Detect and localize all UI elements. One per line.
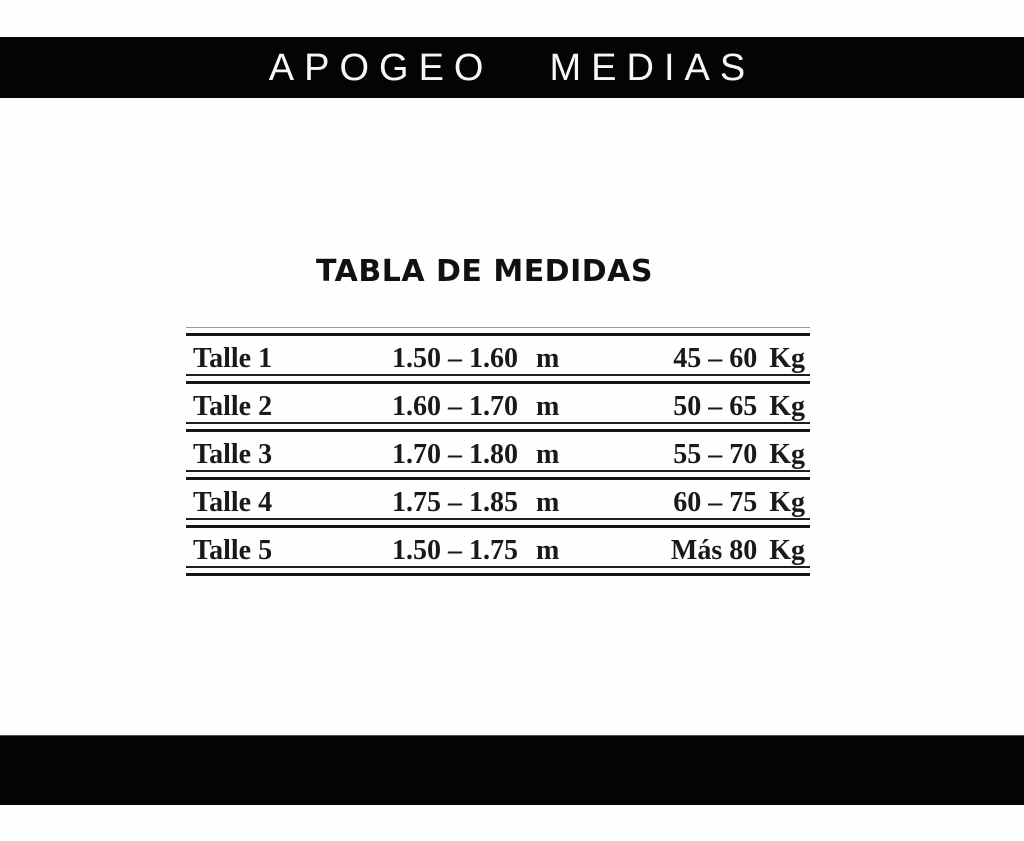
size-cell-altura [392,333,642,376]
altura-unit: m [536,439,560,470]
peso-value: Más 80 [670,535,758,566]
altura-value: 1.70 – 1.80 [392,439,518,470]
peso-unit: Kg [769,487,805,518]
peso-unit: Kg [769,343,805,374]
altura-value: 1.50 – 1.60 [392,343,518,374]
altura-unit: m [536,343,560,374]
brand-word-apogeo: APOGEO [268,46,494,89]
table-row [186,333,810,376]
altura-value: 1.60 – 1.70 [392,391,518,422]
size-cell-altura [392,525,642,568]
size-cell-altura [392,381,642,424]
size-table [186,327,810,576]
size-cell-altura [392,477,642,520]
size-cell-talle: Talle 5 [186,525,392,568]
peso-value: 55 – 70 [673,439,758,470]
altura-value: 1.75 – 1.85 [392,487,518,518]
altura-unit: m [536,487,560,518]
size-cell-talle: Talle 1 [186,333,392,376]
peso-value: 50 – 65 [673,391,758,422]
size-cell-peso [642,381,810,424]
size-cell-talle: Talle 3 [186,429,392,472]
table-row [186,525,810,568]
size-cell-peso [642,525,810,568]
size-cell-peso [642,429,810,472]
size-cell-peso [642,477,810,520]
peso-unit: Kg [769,391,805,422]
brand-banner [0,37,1024,98]
size-cell-peso [642,333,810,376]
size-cell-talle: Talle 4 [186,477,392,520]
table-row [186,429,810,472]
page-title: TABLA DE MEDIDAS [316,254,653,289]
table-row [186,381,810,424]
table-row [186,477,810,520]
size-cell-talle: Talle 2 [186,381,392,424]
altura-unit: m [536,391,560,422]
peso-unit: Kg [769,535,805,566]
altura-value: 1.50 – 1.75 [392,535,518,566]
brand-word-medias: MEDIAS [549,46,756,89]
peso-value: 60 – 75 [673,487,758,518]
footer-black-band [0,735,1024,805]
altura-unit: m [536,535,560,566]
peso-unit: Kg [769,439,805,470]
size-cell-altura [392,429,642,472]
peso-value: 45 – 60 [673,343,758,374]
